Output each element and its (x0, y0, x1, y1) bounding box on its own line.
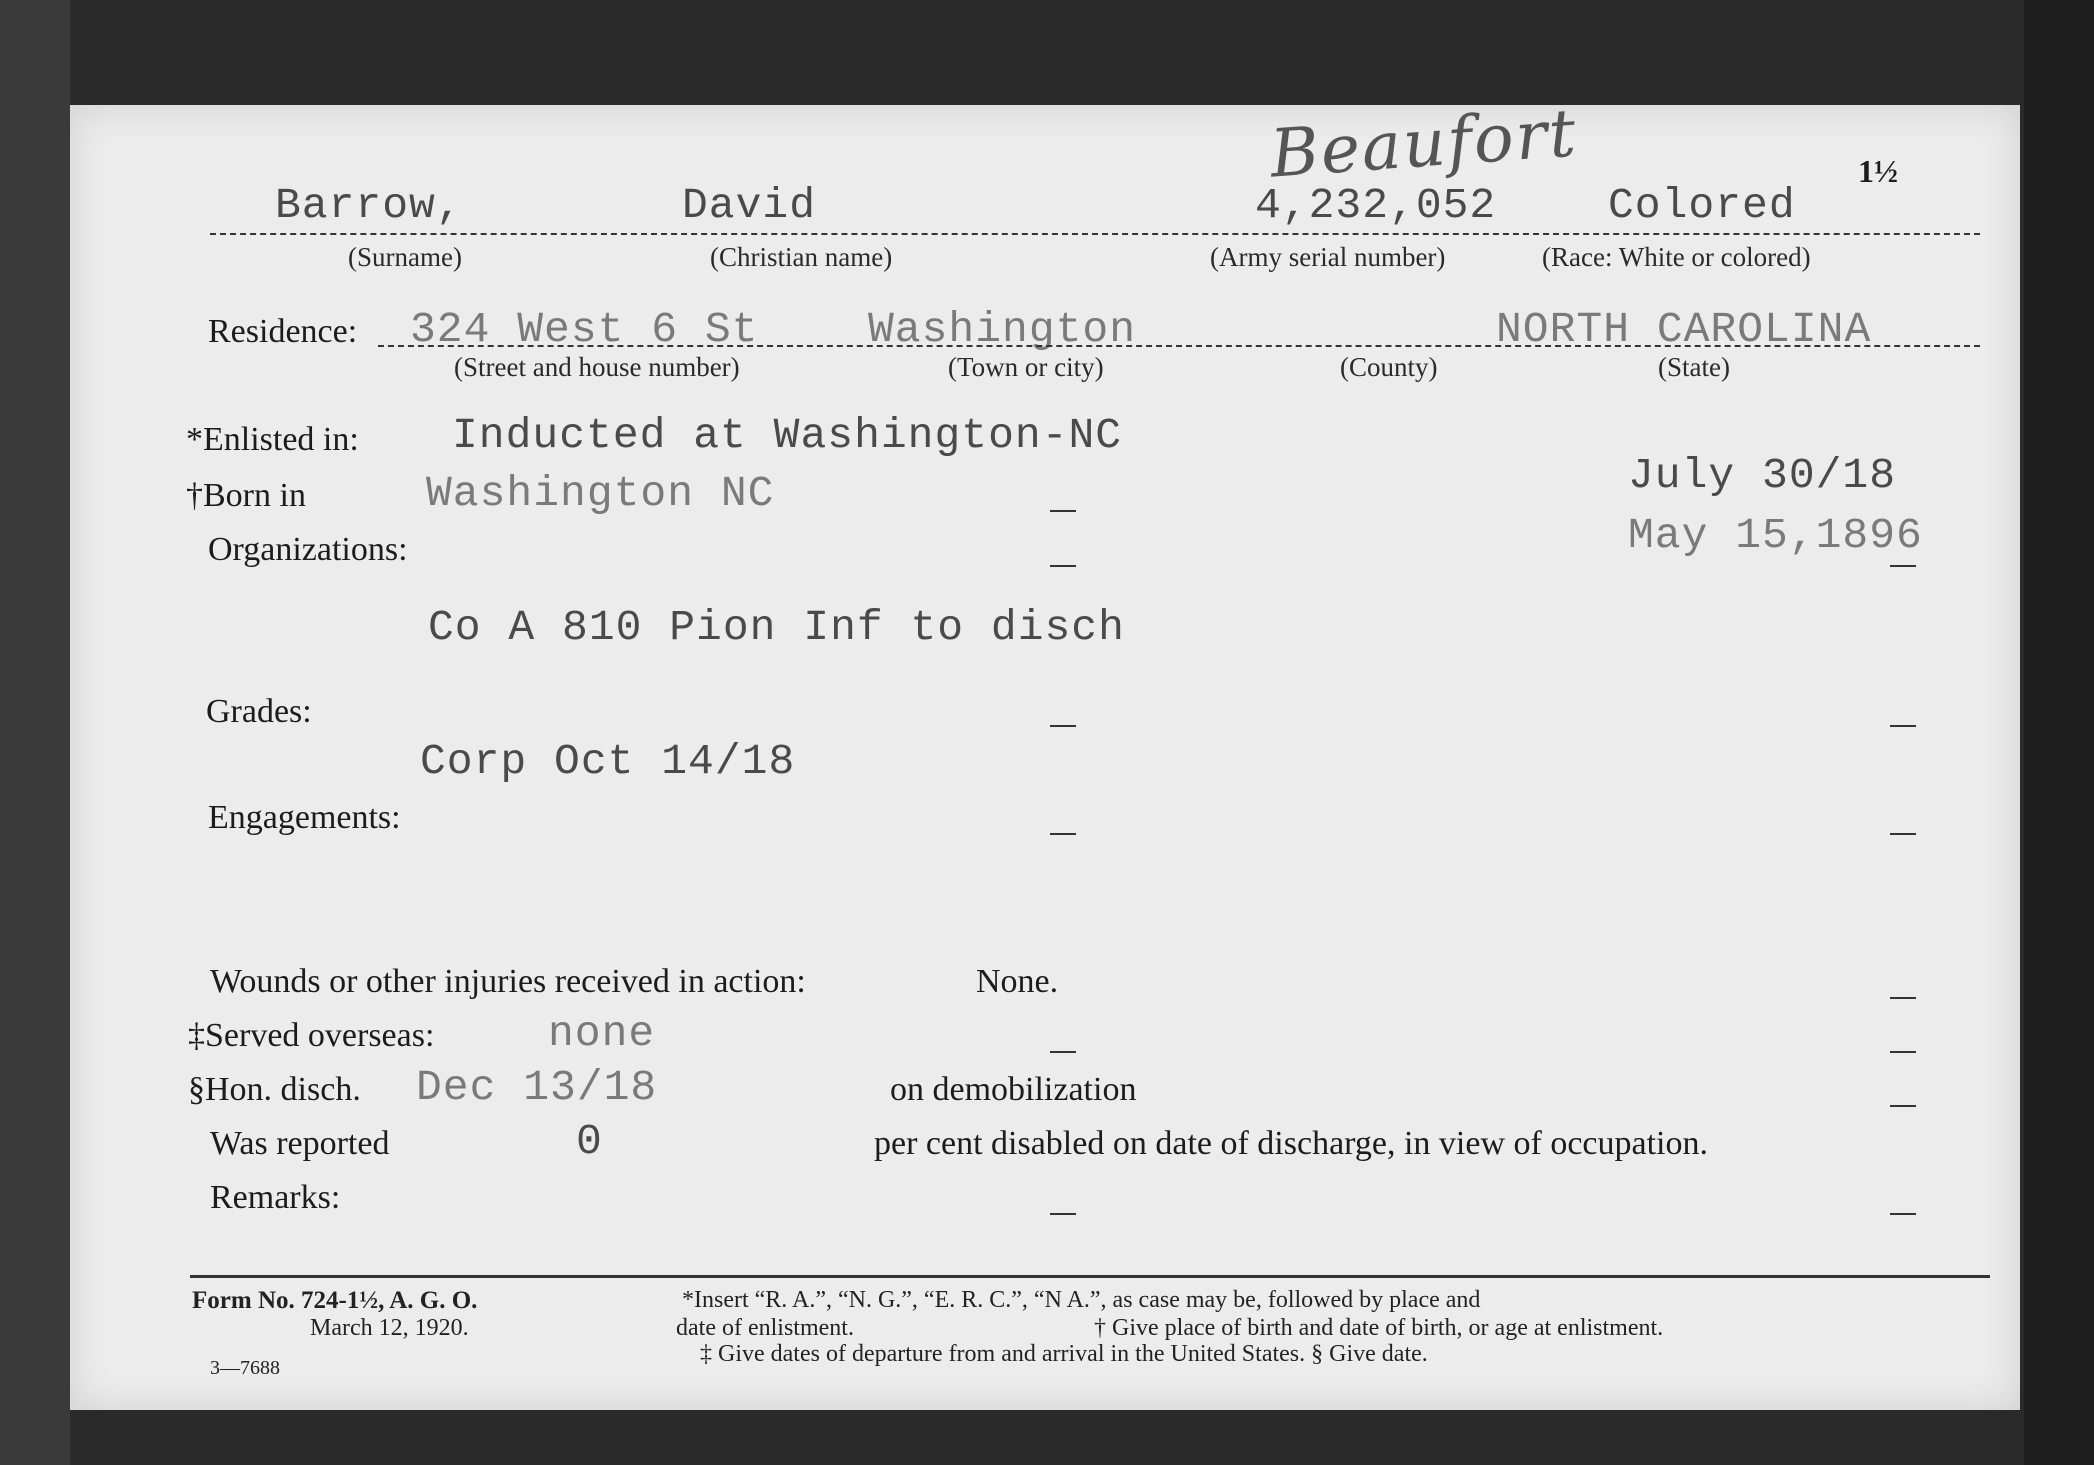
race-value: Colored (1608, 181, 1796, 230)
organization-value: Co A 810 Pion Inf to disch (428, 603, 1125, 652)
dash-mark (1050, 1213, 1076, 1215)
enlisted-label: *Enlisted in: (186, 421, 359, 458)
organizations-label: Organizations: (208, 531, 408, 568)
demobilization-text: on demobilization (890, 1071, 1137, 1108)
county-caption: (County) (1340, 352, 1438, 382)
enlisted-date: July 30/18 (1628, 451, 1897, 500)
residence-street: 324 West 6 St (410, 305, 759, 354)
street-caption: (Street and house number) (454, 352, 740, 382)
state-caption: (State) (1658, 352, 1730, 382)
grades-label: Grades: (206, 693, 312, 730)
residence-state: NORTH CAROLINA (1496, 305, 1872, 354)
dash-mark (1890, 997, 1916, 999)
dash-mark (1890, 1213, 1916, 1215)
footnote-line-3: ‡ Give dates of departure from and arrival in the United States. § Give date. (700, 1341, 1428, 1367)
disabled-text: per cent disabled on date of discharge, in view of occupation. (874, 1125, 1708, 1162)
dash-mark (1890, 833, 1916, 835)
remarks-label: Remarks: (210, 1179, 341, 1216)
wounds-value: None. (976, 963, 1059, 1000)
grade-value: Corp Oct 14/18 (420, 737, 796, 786)
footnote-line-2b: † Give place of birth and date of birth, or age at enlistment. (1094, 1315, 1664, 1341)
dash-mark (1050, 833, 1076, 835)
serial-number-caption: (Army serial number) (1210, 242, 1446, 272)
serial-number-value: 4,232,052 (1255, 181, 1497, 230)
dash-mark (1890, 725, 1916, 727)
born-place: Washington NC (426, 469, 775, 518)
wounds-label: Wounds or other injuries received in action: (210, 963, 806, 1000)
footer-rule (190, 1275, 1990, 1278)
dash-mark (1890, 1051, 1916, 1053)
footnote-line-2a: date of enlistment. (676, 1315, 854, 1341)
background-right (2024, 0, 2094, 1465)
residence-label: Residence: (208, 313, 358, 350)
surname-caption: (Surname) (348, 242, 462, 272)
form-number: Form No. 724-1½, A. G. O. (192, 1287, 478, 1314)
residence-line (378, 345, 1980, 347)
surname-value: Barrow, (275, 181, 463, 230)
name-line (210, 233, 1980, 235)
background-left (0, 0, 70, 1465)
residence-town: Washington (868, 305, 1137, 354)
hon-disch-date: Dec 13/18 (416, 1063, 658, 1112)
service-record-card (70, 94, 2020, 1410)
percent-disabled-value: 0 (576, 1117, 603, 1166)
footnote-line-1: *Insert “R. A.”, “N. G.”, “E. R. C.”, “N A.”, as case may be, followed by place and (682, 1287, 1481, 1313)
dash-mark (1050, 725, 1076, 727)
dash-mark (1050, 1051, 1076, 1053)
print-number: 3—7688 (210, 1357, 280, 1379)
form-date: March 12, 1920. (310, 1315, 469, 1341)
dash-mark (1050, 510, 1076, 512)
christian-name-value: David (682, 181, 817, 230)
born-date: May 15,1896 (1628, 511, 1923, 560)
was-reported-label: Was reported (210, 1125, 390, 1162)
enlisted-value: Inducted at Washington-NC (452, 411, 1123, 460)
town-caption: (Town or city) (948, 352, 1104, 382)
hon-disch-label: §Hon. disch. (188, 1071, 361, 1108)
handwritten-note: Beaufort (1267, 94, 1580, 193)
christian-name-caption: (Christian name) (710, 242, 893, 272)
engagements-label: Engagements: (208, 799, 401, 836)
race-caption: (Race: White or colored) (1542, 242, 1811, 272)
dash-mark (1890, 1105, 1916, 1107)
overseas-value: none (548, 1009, 656, 1058)
dash-mark (1050, 565, 1076, 567)
born-label: †Born in (186, 477, 306, 514)
dash-mark (1890, 565, 1916, 567)
overseas-label: ‡Served overseas: (188, 1017, 435, 1054)
page-fraction: 1½ (1858, 153, 1898, 189)
